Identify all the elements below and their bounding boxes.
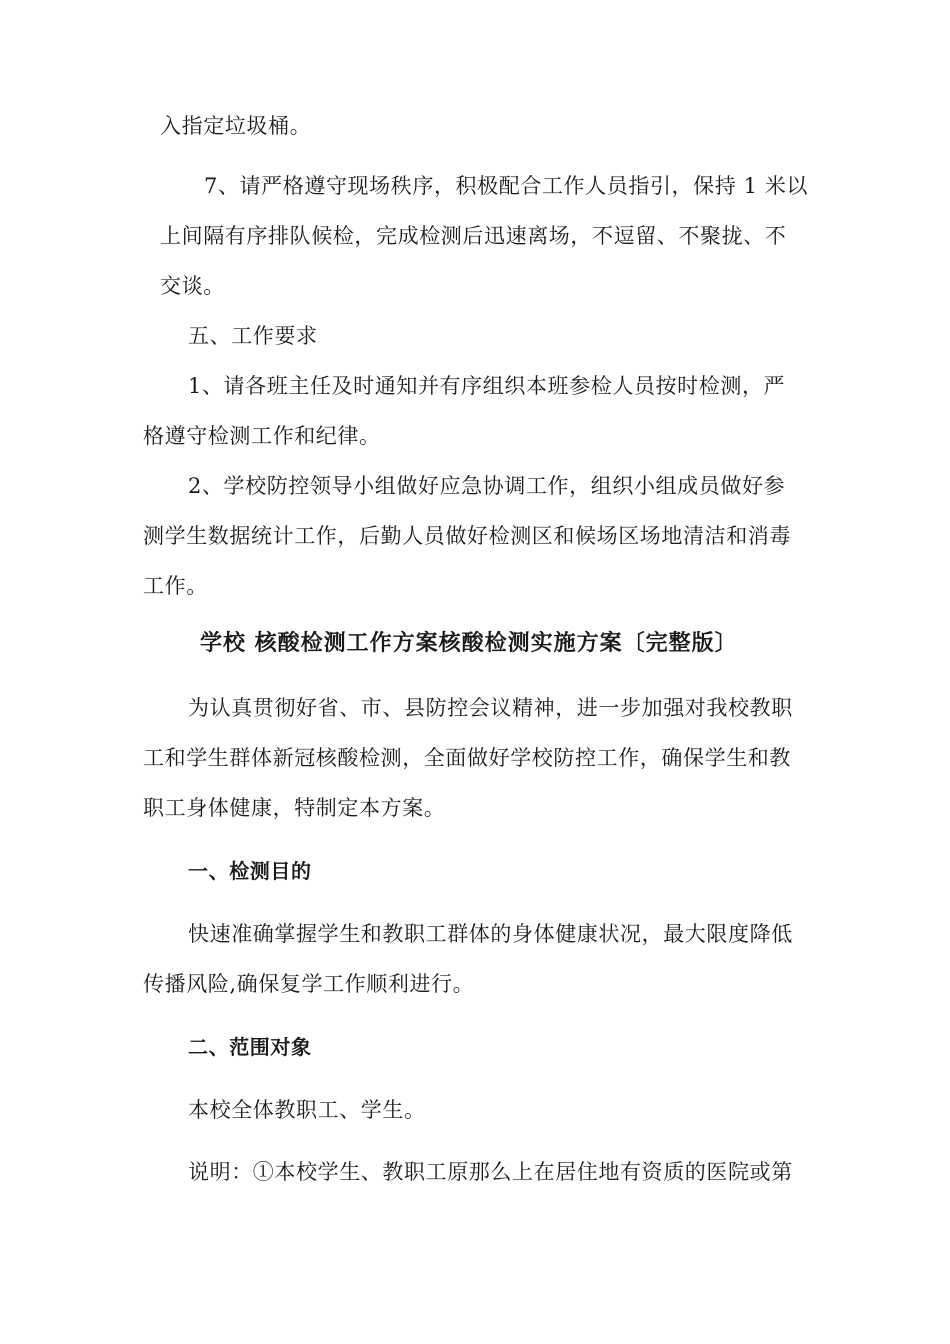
paragraph-line: 格遵守检测工作和纪律。 [143, 424, 381, 448]
paragraph-line: 快速准确掌握学生和教职工群体的身体健康状况，最大限度降低 [188, 922, 793, 946]
paragraph-line: 7、请严格遵守现场秩序，积极配合工作人员指引，保持 1 米以 [204, 174, 809, 198]
paragraph-line: 2、学校防控领导小组做好应急协调工作，组织小组成员做好参 [188, 474, 786, 498]
paragraph-line: 工和学生群体新冠核酸检测，全面做好学校防控工作，确保学生和教 [143, 746, 791, 770]
paragraph-line: 工作。 [143, 574, 208, 598]
section-heading: 五、工作要求 [188, 324, 318, 348]
paragraph-line: 本校全体教职工、学生。 [188, 1098, 426, 1122]
section-heading: 二、范围对象 [188, 1035, 312, 1059]
paragraph-line: 为认真贯彻好省、市、县防控会议精神，进一步加强对我校教职 [188, 696, 793, 720]
document-title: 学校 核酸检测工作方案核酸检测实施方案〔完整版〕 [200, 631, 738, 656]
paragraph-line: 测学生数据统计工作，后勤人员做好检测区和候场区场地清洁和消毒 [143, 524, 791, 548]
paragraph-line: 传播风险,确保复学工作顺利进行。 [143, 972, 475, 996]
section-heading: 一、检测目的 [188, 859, 312, 883]
paragraph-line: 1、请各班主任及时通知并有序组织本班参检人员按时检测，严 [188, 374, 786, 398]
paragraph-line: 职工身体健康，特制定本方案。 [143, 796, 446, 820]
paragraph-line: 上间隔有序排队候检，完成检测后迅速离场，不逗留、不聚拢、不 [160, 224, 787, 248]
paragraph-line: 交谈。 [160, 274, 225, 298]
paragraph-line: 说明：①本校学生、教职工原那么上在居住地有资质的医院或第 [188, 1160, 793, 1184]
paragraph-line: 入指定垃圾桶。 [160, 114, 312, 138]
